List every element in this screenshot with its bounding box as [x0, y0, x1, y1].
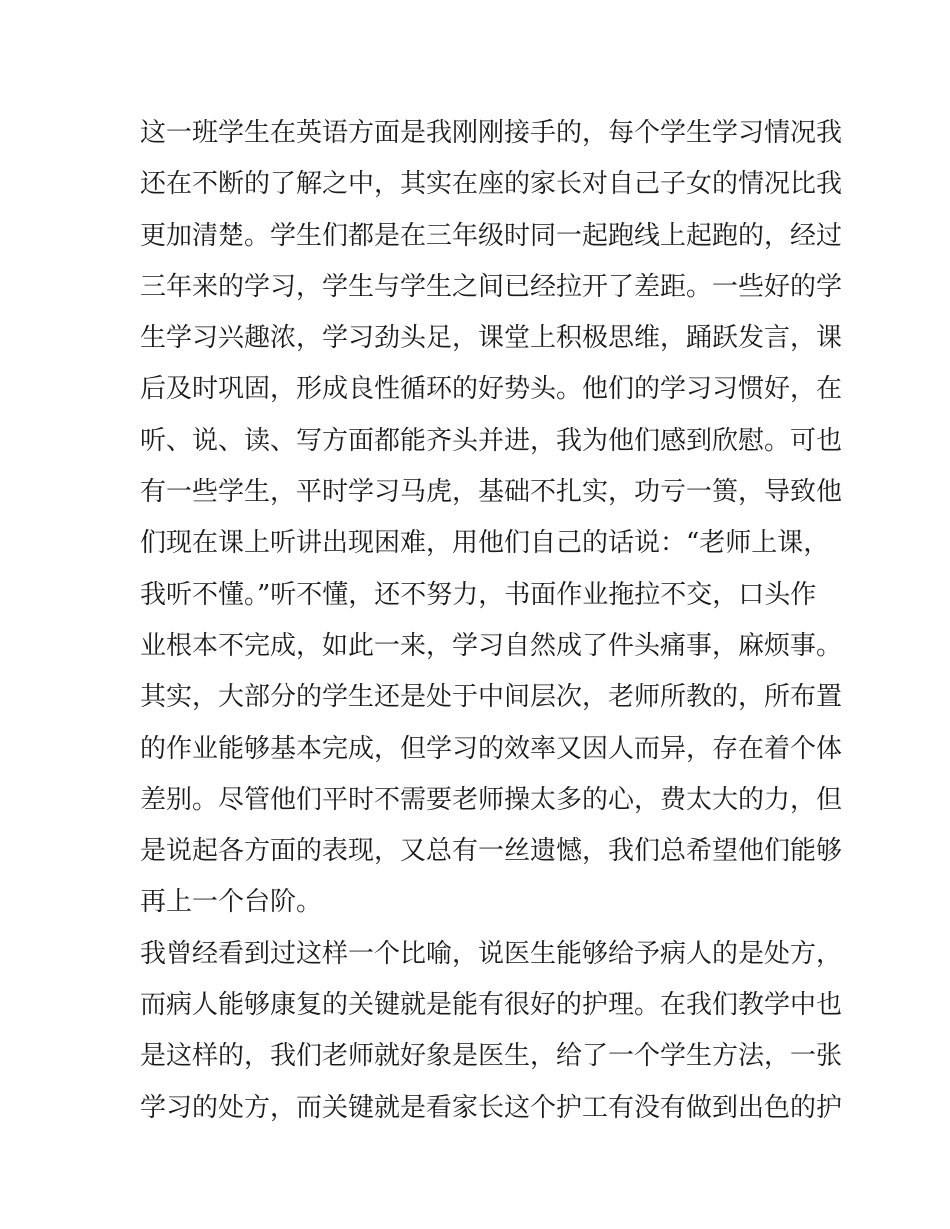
text-line: 更加清楚。学生们都是在三年级时同一起跑线上起跑的，经过 — [140, 220, 843, 251]
text-line: 学习的处方，而关键就是看家长这个护工有没有做到出色的护 — [140, 1092, 843, 1123]
text-line: 是说起各方面的表现，又总有一丝遗憾，我们总希望他们能够 — [140, 836, 843, 867]
text-line: 其实，大部分的学生还是处于中间层次，老师所教的，所布置 — [140, 682, 843, 713]
body-text — [140, 108, 843, 1134]
text-line: 业根本不完成，如此一来，学习自然成了件头痛事，麻烦事。 — [140, 630, 843, 661]
text-line: 是这样的，我们老师就好象是医生，给了一个学生方法，一张 — [140, 1041, 843, 1072]
text-line: 听、说、读、写方面都能齐头并进，我为他们感到欣慰。可也 — [140, 425, 843, 456]
text-line: 三年来的学习，学生与学生之间已经拉开了差距。一些好的学 — [140, 271, 843, 302]
text-line: 有一些学生，平时学习马虎，基础不扎实，功亏一篑，导致他 — [140, 477, 843, 508]
text-line: 这一班学生在英语方面是我刚刚接手的，每个学生学习情况我 — [140, 118, 843, 148]
text-line: 而病人能够康复的关键就是能有很好的护理。在我们教学中也 — [140, 990, 843, 1021]
text-line: 们现在课上听讲出现困难，用他们自己的话说：“老师上课， — [140, 528, 830, 559]
text-line: 的作业能够基本完成，但学习的效率又因人而异，存在着个体 — [140, 733, 843, 764]
text-line: 生学习兴趣浓，学习劲头足，课堂上积极思维，踊跃发言，课 — [140, 323, 843, 354]
text-line: 再上一个台阶。 — [140, 887, 323, 918]
text-line: 我听不懂。”听不懂，还不努力，书面作业拖拉不交，口头作 — [140, 579, 817, 610]
text-line: 差别。尽管他们平时不需要老师操太多的心，费太大的力，但 — [140, 784, 843, 815]
text-line: 后及时巩固，形成良性循环的好势头。他们的学习习惯好，在 — [140, 374, 843, 405]
text-line: 我曾经看到过这样一个比喻，说医生能够给予病人的是处方， — [140, 938, 843, 969]
text-line: 还在不断的了解之中，其实在座的家长对自己子女的情况比我 — [140, 169, 843, 200]
